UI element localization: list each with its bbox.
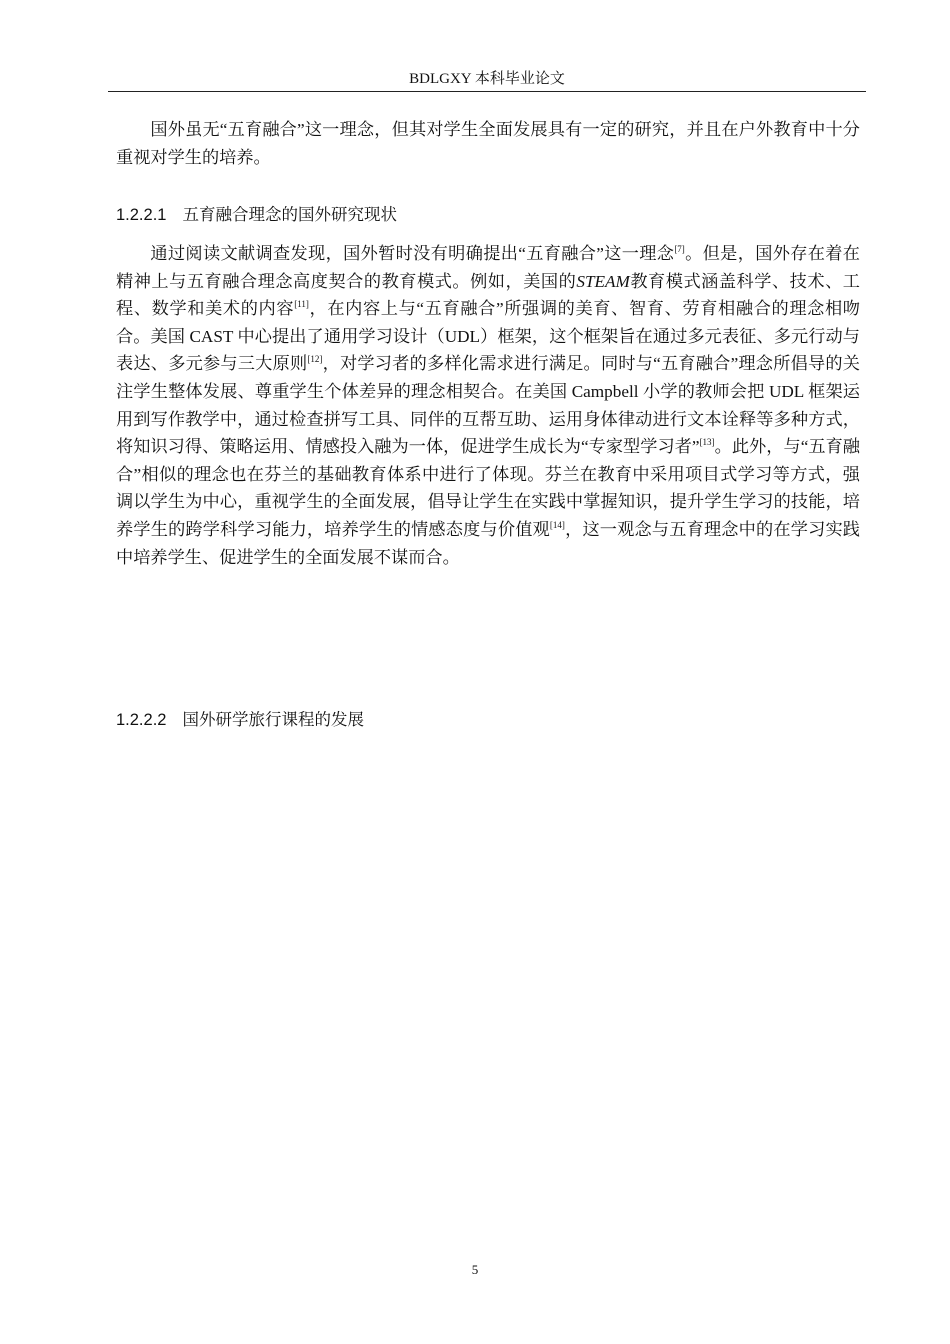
text-run: ，对学习者的多样化需求进行满足。同时与“五育融合”理念所倡导的关注学生整体发展、尊重学生个体差异的理念相契合。在美国 Campbell 小学的教师会把 UDL 框架运用到写作教学中，通过检查拼写工具、同伴的互帮互助、运用身体律动进行文本诠释等多种方式，将知识习得、策略运用、情感投入融为一体，促进学生成长为“专家型学习者” <box>116 354 860 457</box>
text-run: 。但是，国外存在着在精神上与五育融合理念高度契合的教育模式。例如，美国的 <box>116 244 860 291</box>
running-header: BDLGXY 本科毕业论文 <box>409 71 565 87</box>
citation-7: [7] <box>674 244 685 254</box>
section-heading-1-2-2-2 <box>116 710 364 730</box>
section-heading-1-2-2-1 <box>116 205 397 225</box>
text-run: 。此外，与“五育融合”相似的理念也在芬兰的基础教育体系中进行了体现。芬兰在教育中采用项目式学习等方式，强调以学生为中心，重视学生的全面发展，倡导让学生在实践中掌握知识，提升学生学习的技能，培养学生的跨学科学习能力，培养学生的情感态度与价值观 <box>116 437 860 539</box>
section-title: 国外研学旅行课程的发展 <box>182 711 364 729</box>
body-paragraph <box>116 240 860 571</box>
citation-14: [14] <box>549 519 565 530</box>
section-title: 五育融合理念的国外研究现状 <box>182 206 397 224</box>
section-number: 1.2.2.1 <box>116 206 167 224</box>
intro-paragraph: 国外虽无“五育融合”这一理念，但其对学生全面发展具有一定的研究，并且在户外教育中十分重视对学生的培养。 <box>116 120 860 167</box>
header-rule <box>108 91 866 92</box>
text-run: ，在内容上与“五育融合”所强调的美育、智育、劳育相融合的理念相吻合。美国 CAST 中心提出了通用学习设计（UDL）框架，这个框架旨在通过多元表征、多元行动与表达、多元参与三大原则 <box>116 299 860 374</box>
text-run: 教育模式涵盖科学、技术、工程、数学和美术的内容 <box>116 271 860 319</box>
citation-12: [12] <box>307 354 323 365</box>
page-number: 5 <box>471 1262 479 1277</box>
text-run: 通过阅读文献调查发现，国外暂时没有明确提出“五育融合”这一理念 <box>150 244 675 263</box>
emphasis-steam: STEAM <box>576 271 630 291</box>
citation-11: [11] <box>294 299 309 310</box>
text-run: ，这一观念与五育理念中的在学习实践中培养学生、促进学生的全面发展不谋而合。 <box>116 519 860 567</box>
citation-13: [13] <box>699 437 715 448</box>
section-number: 1.2.2.2 <box>116 711 167 729</box>
